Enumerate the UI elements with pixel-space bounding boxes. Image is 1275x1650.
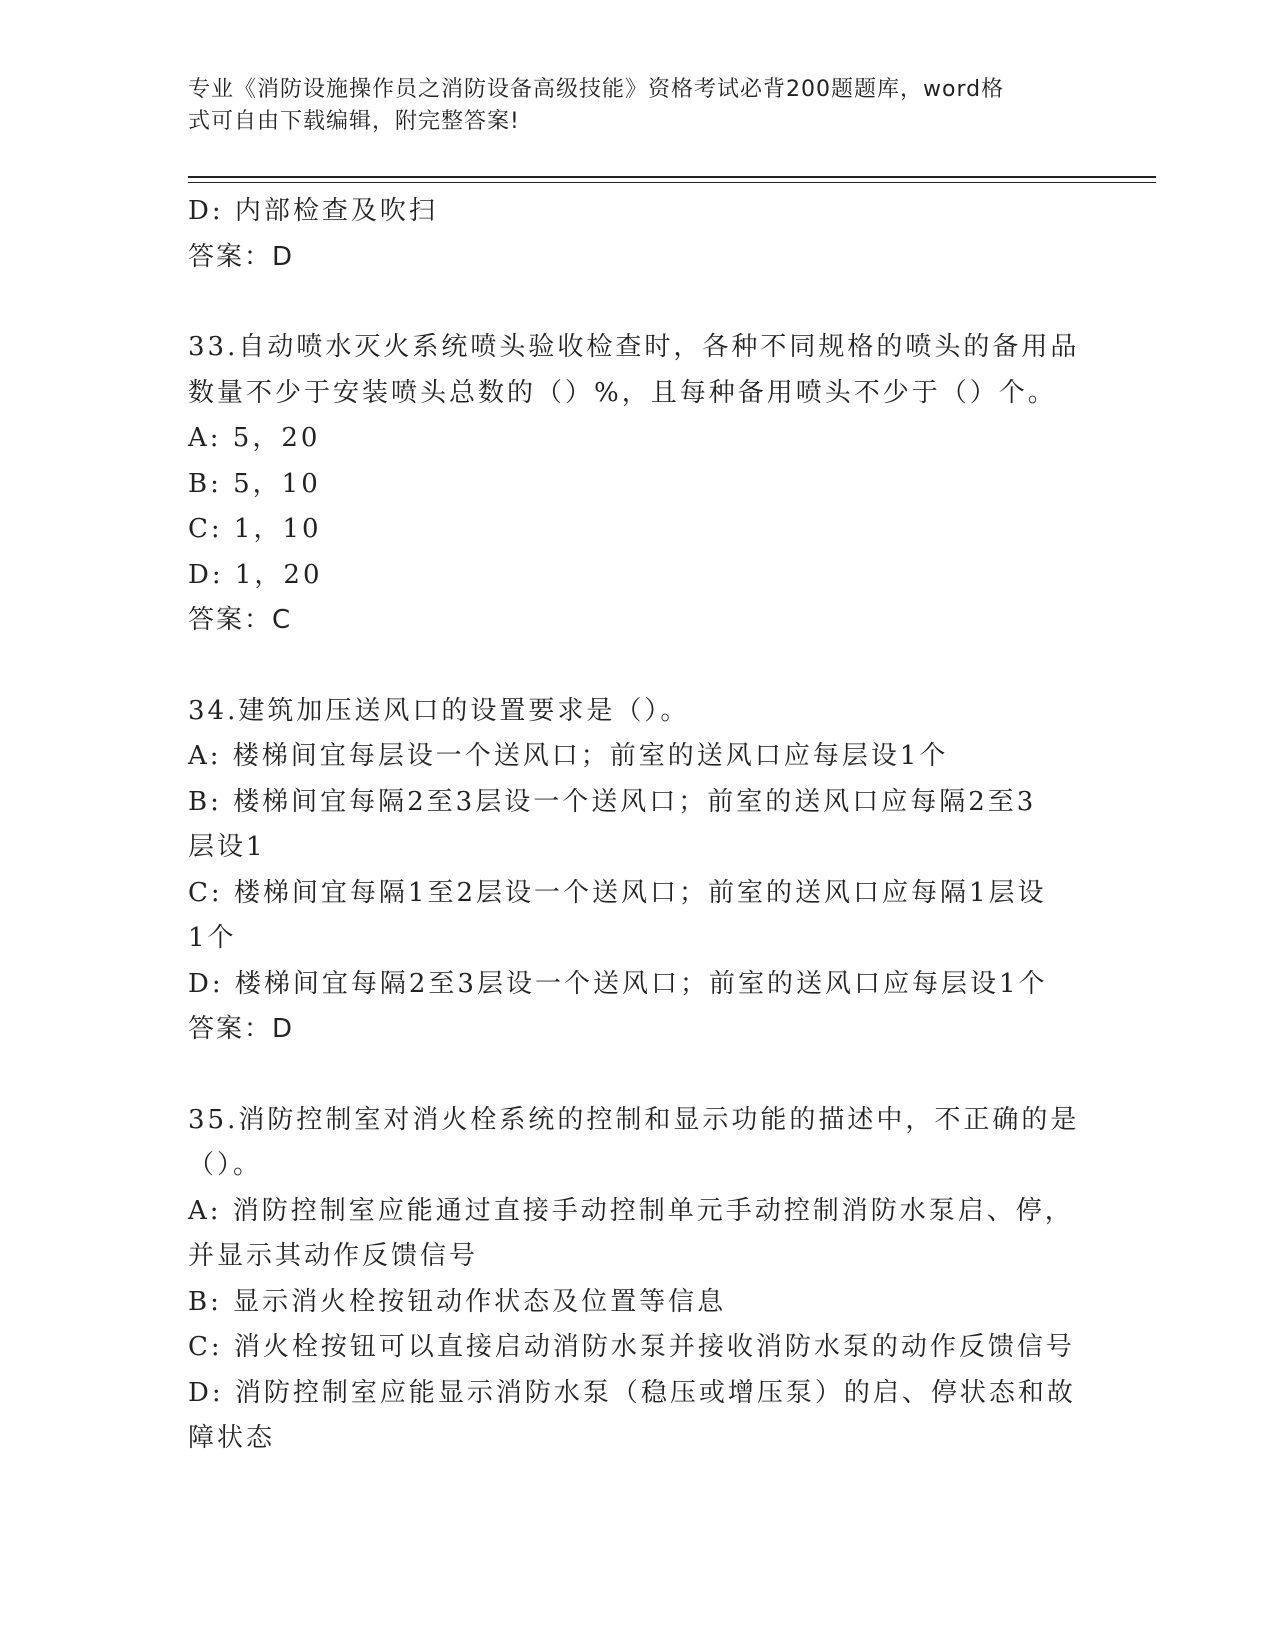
question-stem-cont: 数量不少于安装喷头总数的（）%，且每种备用喷头不少于（）个。 <box>188 377 1057 408</box>
option-d: D: 楼梯间宜每隔2至3层设一个送风口；前室的送风口应每层设1个 <box>188 968 1048 999</box>
header-divider-thin <box>188 182 1156 183</box>
answer: 答案：D <box>188 241 295 272</box>
option-a: A: 楼梯间宜每层设一个送风口；前室的送风口应每层设1个 <box>188 741 949 771</box>
option-a: A: 消防控制室应能通过直接手动控制单元手动控制消防水泵启、停， <box>188 1195 1074 1226</box>
option-d: D: 内部检查及吹扫 <box>188 196 438 226</box>
option-d-cont: 障状态 <box>188 1423 276 1453</box>
option-d: D: 消防控制室应能显示消防水泵（稳压或增压泵）的启、停状态和故 <box>188 1377 1076 1408</box>
answer: 答案：C <box>188 605 293 635</box>
spacer <box>188 644 1088 689</box>
option-c-cont: 1个 <box>188 923 237 953</box>
option-b: B: 显示消火栓按钮动作状态及位置等信息 <box>188 1286 727 1317</box>
previous-question-block <box>188 189 1088 280</box>
option-b-cont: 层设1 <box>188 832 266 862</box>
spacer <box>188 280 1088 325</box>
option-c: C: 楼梯间宜每隔1至2层设一个送风口；前室的送风口应每隔1层设 <box>188 877 1047 908</box>
spacer <box>188 1053 1088 1098</box>
document-header <box>188 74 1068 138</box>
option-c: C: 1，10 <box>188 514 322 544</box>
option-c: C: 消火栓按钮可以直接启动消防水泵并接收消防水泵的动作反馈信号 <box>188 1332 1075 1362</box>
question-stem: 34.建筑加压送风口的设置要求是（）。 <box>188 695 690 726</box>
option-a-cont: 并显示其动作反馈信号 <box>188 1241 479 1271</box>
header-line-2: 式可自由下载编辑，附完整答案! <box>188 109 520 134</box>
question-stem: 33.自动喷水灭火系统喷头验收检查时，各种不同规格的喷头的备用品 <box>188 332 1080 362</box>
option-b: B: 5，10 <box>188 468 321 499</box>
option-d: D: 1，20 <box>188 559 323 590</box>
question-stem-cont: （）。 <box>188 1150 263 1180</box>
question-stem: 35.消防控制室对消火栓系统的控制和显示功能的描述中，不正确的是 <box>188 1104 1080 1135</box>
question-33 <box>188 325 1088 644</box>
header-line-1: 专业《消防设施操作员之消防设备高级技能》资格考试必背200题题库，word格 <box>188 77 1005 102</box>
answer: 答案：D <box>188 1014 295 1044</box>
question-35 <box>188 1098 1088 1462</box>
option-a: A: 5，20 <box>188 423 321 453</box>
option-b: B: 楼梯间宜每隔2至3层设一个送风口；前室的送风口应每隔2至3 <box>188 786 1037 817</box>
header-divider-thick <box>188 176 1156 178</box>
document-body <box>188 189 1088 1462</box>
question-34 <box>188 689 1088 1053</box>
